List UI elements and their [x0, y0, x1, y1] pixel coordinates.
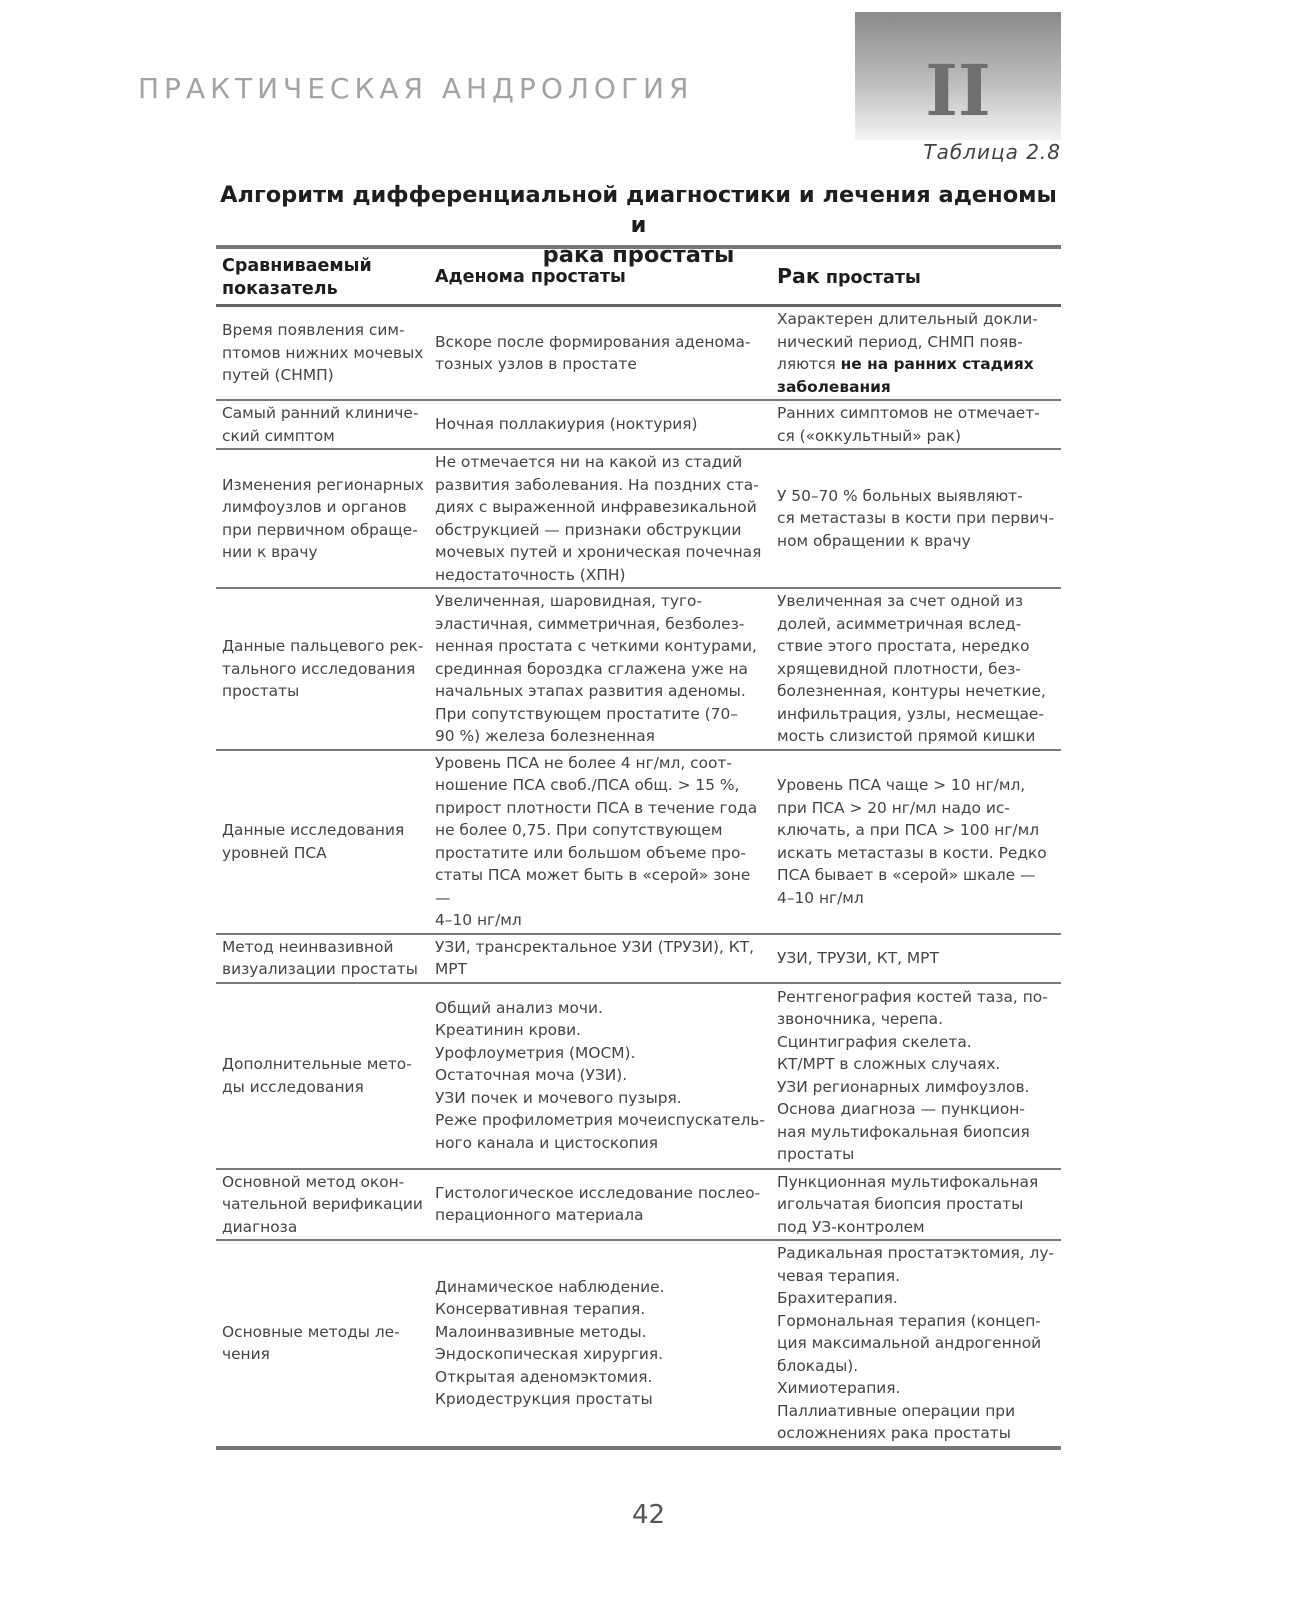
cell-adenoma: Не отмечается ни на какой из стадий развития заболевания. На поздних ста- диях с выраженной инфравезикальной обструкцией — признаки обструкции мочевых путей и хроническая почечная недостаточность (ХПН)	[429, 449, 771, 588]
cell-cancer: У 50–70 % больных выявляют- ся метастазы в кости при первич- ном обращении к врачу	[771, 449, 1061, 588]
table-title-line-2: рака простаты	[542, 242, 735, 268]
cell-adenoma: УЗИ, трансректальное УЗИ (ТРУЗИ), КТ, МРТ	[429, 934, 771, 983]
table-row	[216, 449, 1061, 588]
table-row	[216, 588, 1061, 750]
table-row	[216, 400, 1061, 449]
comparison-table	[216, 245, 1061, 1450]
cell-cancer	[771, 306, 1061, 401]
cell-adenoma: Общий анализ мочи. Креатинин крови. Урофлоуметрия (МОСМ). Остаточная моча (УЗИ). УЗИ почек и мочевого пузыря. Реже профилометрия мочеиспускатель- ного канала и цистоскопия	[429, 983, 771, 1169]
table-row	[216, 1240, 1061, 1448]
cell-cancer: Увеличенная за счет одной из долей, асимметричная вслед- ствие этого простата, нередко хрящевидной плотности, без- болезненная, контуры нечеткие, инфильтрация, узлы, несмещае- мость слизистой прямой кишки	[771, 588, 1061, 750]
chapter-marker	[855, 12, 1061, 140]
header-cancer-word: Рак	[777, 264, 820, 288]
cell-parameter: Основной метод окон- чательной верификации диагноза	[216, 1169, 429, 1241]
cell-cancer: Радикальная простатэктомия, лу- чевая терапия. Брахитерапия. Гормональная терапия (концеп- ция максимальной андрогенной блокады). Химиотерапия. Паллиативные операции при осложнениях рака простаты	[777, 1244, 1054, 1442]
cell-parameter: Время появления сим- птомов нижних мочевых путей (СНМП)	[216, 306, 429, 401]
chapter-number: II	[925, 49, 991, 132]
table-caption: Таблица 2.8	[923, 140, 1061, 164]
page-number: 42	[631, 1500, 666, 1530]
cell-parameter: Основные методы ле- чения	[222, 1322, 400, 1364]
cell-adenoma: Ночная поллакиурия (ноктурия)	[429, 400, 771, 449]
cell-cancer-emphasis: не на ранних стадиях заболевания	[777, 355, 1034, 396]
cell-adenoma: Динамическое наблюдение. Консервативная терапия. Малоинвазивные методы. Эндоскопическая хирургия. Открытая аденомэктомия. Криодеструкция простаты	[435, 1277, 665, 1409]
cell-cancer: УЗИ, ТРУЗИ, КТ, МРТ	[771, 934, 1061, 983]
table-row	[216, 1169, 1061, 1241]
table-row	[216, 750, 1061, 934]
cell-adenoma: Уровень ПСА не более 4 нг/мл, соот- ношение ПСА своб./ПСА общ. > 15 %, прирост плотности ПСА в течение года не более 0,75. При сопутствующем простатите или большом объеме про- статы ПСА может быть в «серой» зоне — 4–10 нг/мл	[429, 750, 771, 934]
cell-parameter: Дополнительные мето- ды исследования	[216, 983, 429, 1169]
cell-cancer: Пункционная мультифокальная игольчатая биопсия простаты под УЗ-контролем	[771, 1169, 1061, 1241]
cell-parameter: Изменения регионарных лимфоузлов и органов при первичном обраще- нии к врачу	[216, 449, 429, 588]
cell-cancer: Уровень ПСА чаще > 10 нг/мл, при ПСА > 20 нг/мл надо ис- ключать, а при ПСА > 100 нг/мл искать метастазы в кости. Редко ПСА бывает в «серой» шкале — 4–10 нг/мл	[771, 750, 1061, 934]
table-row	[216, 934, 1061, 983]
cell-adenoma: Вскоре после формирования аденома- тозных узлов в простате	[429, 306, 771, 401]
cell-parameter: Данные исследования уровней ПСА	[216, 750, 429, 934]
cell-adenoma: Увеличенная, шаровидная, туго- эластичная, симметричная, безболез- ненная простата с четкими контурами, срединная бороздка сглажена уже на начальных этапах развития аденомы. При сопутствующем простатите (70– 90 %) железа болезненная	[429, 588, 771, 750]
cell-cancer: Рентгенография костей таза, по- звоночника, черепа. Сцинтиграфия скелета. КТ/МРТ в сложных случаях. УЗИ регионарных лимфоузлов. Основа диагноза — пункцион- ная мультифокальная биопсия простаты	[771, 983, 1061, 1169]
cell-parameter: Метод неинвазивной визуализации простаты	[216, 934, 429, 983]
header-parameter: Сравниваемый показатель	[216, 247, 429, 306]
table-title-line-1: Алгоритм дифференциальной диагностики и лечения аденомы и	[220, 182, 1057, 238]
header-cancer-rest: простаты	[819, 268, 921, 288]
running-head: ПРАКТИЧЕСКАЯ АНДРОЛОГИЯ	[138, 72, 694, 105]
table-header-row	[216, 247, 1061, 306]
cell-parameter: Данные пальцевого рек- тального исследования простаты	[216, 588, 429, 750]
table-row	[216, 306, 1061, 401]
cell-cancer-text: Характерен длительный докли- нический период, СНМП появ- ляются	[777, 310, 1038, 373]
cell-cancer: Ранних симптомов не отмечает- ся («оккультный» рак)	[771, 400, 1061, 449]
cell-adenoma: Гистологическое исследование послео- перационного материала	[429, 1169, 771, 1241]
table-row	[216, 983, 1061, 1169]
header-cancer	[771, 247, 1061, 306]
cell-parameter: Самый ранний клиниче- ский симптом	[216, 400, 429, 449]
header-adenoma: Аденома простаты	[429, 247, 771, 306]
